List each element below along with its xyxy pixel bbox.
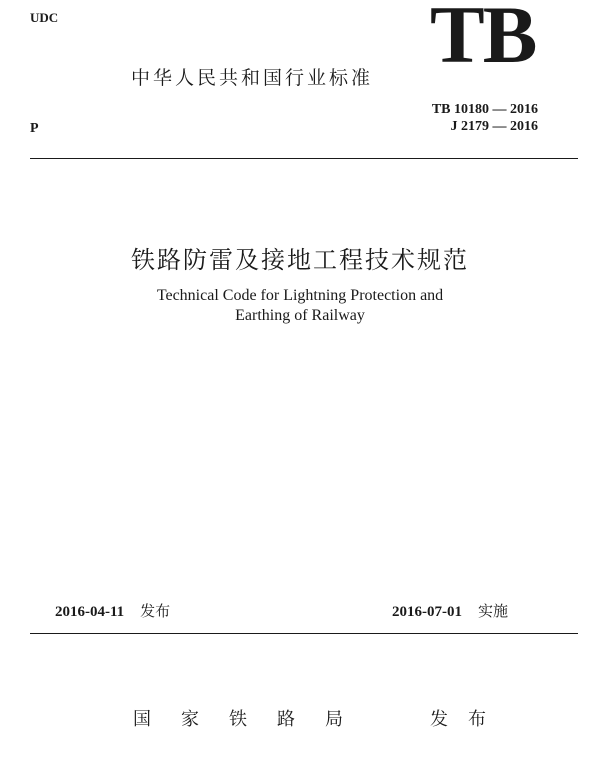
top-divider xyxy=(30,158,578,159)
effective-label: 实施 xyxy=(478,602,509,620)
standard-code-primary: TB 10180 — 2016 xyxy=(431,102,538,117)
tb-logo: TB xyxy=(430,0,536,80)
effective-date: 2016-07-01 xyxy=(392,604,462,620)
effective-info xyxy=(392,600,508,621)
standard-body-title: 中华人民共和国行业标准 xyxy=(131,67,374,89)
standard-code-secondary: J 2179 — 2016 xyxy=(450,119,538,134)
udc-label: UDC xyxy=(30,10,59,25)
publish-label: 发布 xyxy=(430,709,506,730)
document-title-en xyxy=(0,286,600,326)
document-title-en-line2: Earthing of Railway xyxy=(235,307,365,324)
publisher-name: 国家铁路局 xyxy=(133,709,373,730)
bottom-divider xyxy=(30,633,578,634)
document-title-en-line1: Technical Code for Lightning Protection and xyxy=(156,287,444,304)
document-title-zh: 铁路防雷及接地工程技术规范 xyxy=(131,246,469,274)
issue-date: 2016-04-11 xyxy=(55,604,125,620)
issue-label: 发布 xyxy=(140,602,171,620)
issue-info xyxy=(55,600,170,621)
category-label: P xyxy=(30,121,39,136)
standard-codes xyxy=(432,101,538,135)
